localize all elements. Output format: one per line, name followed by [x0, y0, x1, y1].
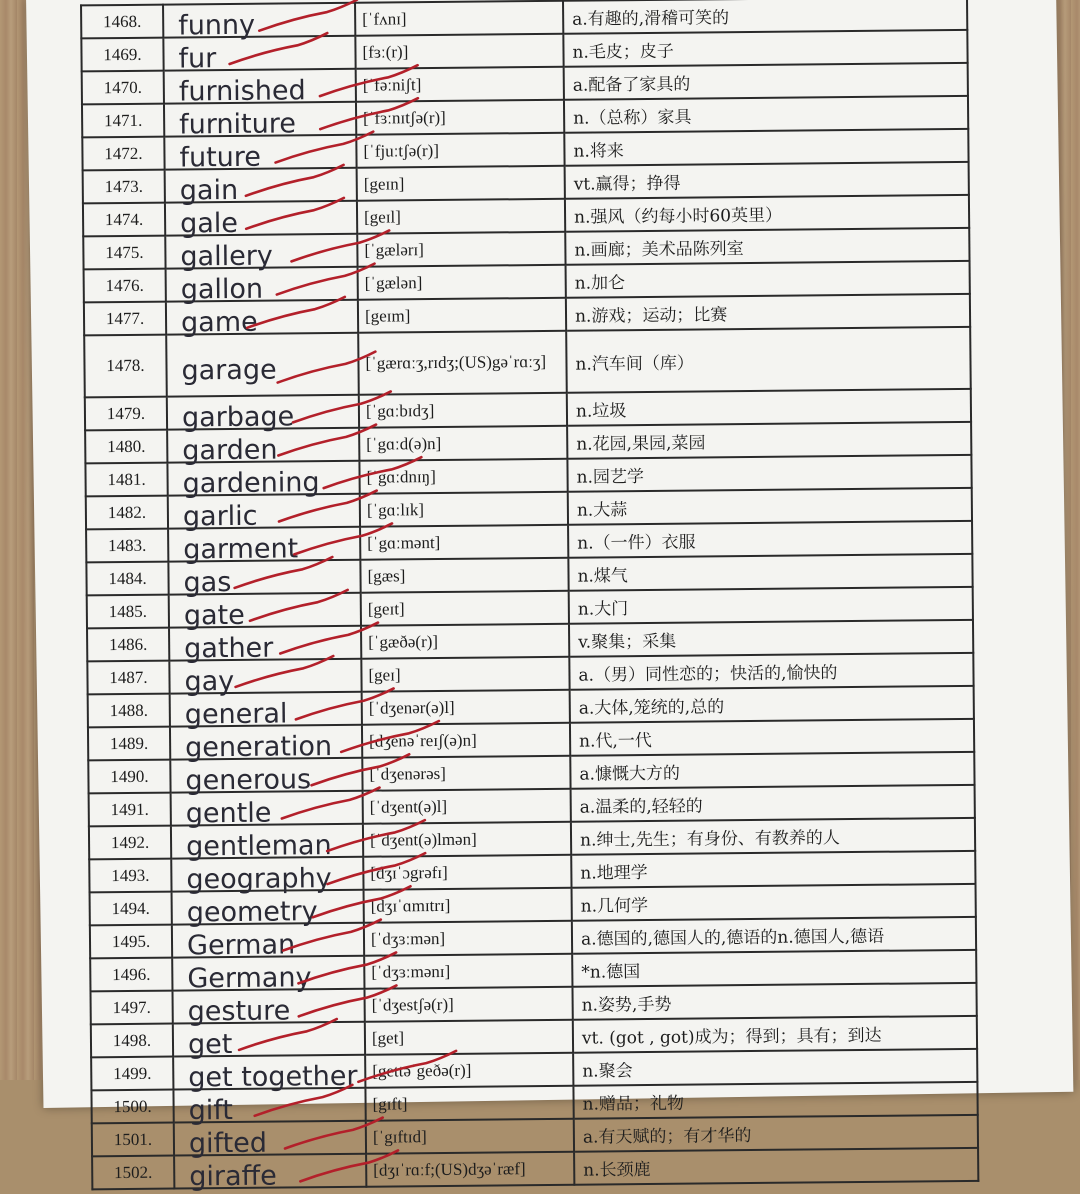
entry-number: 1490. [88, 760, 170, 794]
handwritten-word: general [184, 698, 288, 731]
phonetic-transcription: [ˈgɪftɪd] [366, 1119, 574, 1154]
phonetic-transcription: [ˈfjuːtʃə(r)] [356, 133, 564, 168]
chinese-definition: n.游戏；运动；比赛 [566, 294, 970, 331]
handwritten-word-cell [165, 168, 357, 207]
chinese-definition: n.垃圾 [567, 389, 971, 426]
phonetic-transcription: [get] [365, 1020, 573, 1055]
handwritten-word-cell [165, 234, 357, 273]
entry-number: 1495. [90, 925, 172, 959]
phonetic-transcription: [dʒɪˈɑmɪtrɪ] [364, 888, 572, 923]
phonetic-transcription: [dʒɪˈrɑːf;(US)dʒəˈræf] [366, 1152, 574, 1187]
phonetic-transcription: [ˈgɑːlɪk] [360, 492, 568, 527]
chinese-definition: n.代,一代 [570, 719, 974, 756]
handwritten-word-cell [168, 527, 360, 566]
phonetic-transcription: [ˈdʒɜːmənɪ] [364, 954, 572, 989]
phonetic-transcription: [ˈdʒɜːmən] [364, 921, 572, 956]
handwritten-word: geometry [186, 896, 318, 929]
handwritten-word: furniture [179, 108, 297, 141]
chinese-definition: n.大蒜 [568, 488, 972, 525]
handwritten-word-cell [170, 692, 362, 731]
handwritten-word-cell [173, 1055, 365, 1094]
handwritten-word-cell [172, 923, 364, 962]
handwritten-word: gallery [180, 240, 273, 273]
entry-number: 1473. [83, 170, 165, 204]
handwritten-word-cell [173, 1088, 365, 1127]
handwritten-word: gentle [185, 797, 272, 830]
handwritten-word-cell [174, 1121, 366, 1160]
handwritten-word: garbage [181, 401, 295, 434]
handwritten-word: funny [178, 9, 256, 42]
entry-number: 1498. [91, 1024, 173, 1058]
phonetic-transcription: [fɜː(r)] [355, 34, 563, 69]
chinese-definition: n.园艺学 [567, 455, 971, 492]
chinese-definition: n.强风（约每小时60英里） [565, 195, 969, 232]
phonetic-transcription: [ˈdʒenərəs] [362, 756, 570, 791]
handwritten-word: generation [185, 731, 333, 764]
entry-number: 1497. [90, 991, 172, 1025]
handwritten-word: gather [184, 632, 274, 665]
chinese-definition: vt. (got , got)成为；得到；具有；到达 [573, 1016, 977, 1053]
phonetic-transcription-text: [ˈgærɑːʒ,rɪdʒ;(US)gəˈrɑːʒ] [365, 351, 547, 373]
chinese-definition: n.长颈鹿 [574, 1148, 978, 1185]
phonetic-transcription: [ˈgɑːdnɪŋ] [359, 459, 567, 494]
chinese-definition: n.花园,果园,菜园 [567, 422, 971, 459]
entry-number: 1488. [88, 694, 170, 728]
phonetic-transcription: [ˈfəːniʃt] [356, 67, 564, 102]
entry-number: 1476. [84, 269, 166, 303]
chinese-definition: a.配备了家具的 [564, 63, 968, 100]
entry-number: 1482. [86, 496, 168, 530]
handwritten-word: future [179, 141, 262, 174]
entry-number: 1491. [89, 793, 171, 827]
entry-number: 1468. [81, 5, 163, 39]
handwritten-word-cell [166, 300, 358, 339]
handwritten-word-cell [167, 461, 359, 500]
phonetic-transcription: [gæs] [360, 558, 568, 593]
entry-number: 1486. [87, 628, 169, 662]
entry-number: 1471. [82, 104, 164, 138]
handwritten-word: gentleman [185, 830, 332, 863]
entry-number: 1478. [84, 335, 167, 398]
chinese-definition: a.有趣的,滑稽可笑的 [563, 0, 967, 34]
phonetic-transcription: [ˈdʒent(ə)lmən] [363, 822, 571, 857]
chinese-definition: *n.德国 [572, 950, 976, 987]
entry-number: 1499. [91, 1057, 173, 1091]
phonetic-transcription: [gɪft] [365, 1086, 573, 1121]
chinese-definition: vt.赢得；挣得 [565, 162, 969, 199]
handwritten-word: gesture [187, 995, 291, 1028]
chinese-definition: a.慷慨大方的 [570, 752, 974, 789]
chinese-definition: a.（男）同性恋的；快活的,愉快的 [569, 653, 973, 690]
entry-number: 1487. [87, 661, 169, 695]
phonetic-transcription: [ˈgælən] [358, 265, 566, 300]
handwritten-word-cell [163, 3, 355, 42]
handwritten-word-cell [166, 333, 359, 397]
entry-number: 1493. [89, 859, 171, 893]
handwritten-word-cell [171, 857, 363, 896]
handwritten-word-cell [170, 725, 362, 764]
entry-number: 1501. [92, 1123, 174, 1157]
entry-number: 1483. [86, 529, 168, 563]
chinese-definition: n.地理学 [571, 851, 975, 888]
phonetic-transcription: [ˈgɑːmənt] [360, 525, 568, 560]
handwritten-word-cell [164, 102, 356, 141]
phonetic-transcription: [geɪm] [358, 298, 566, 333]
handwritten-word-cell [166, 267, 358, 306]
handwritten-word-cell [172, 989, 364, 1028]
entry-number: 1496. [90, 958, 172, 992]
entry-number: 1489. [88, 727, 170, 761]
handwritten-word: gifted [188, 1127, 268, 1160]
entry-number: 1469. [81, 38, 163, 72]
entry-number: 1500. [91, 1090, 173, 1124]
handwritten-word: garlic [182, 500, 258, 533]
handwritten-word: giraffe [189, 1160, 277, 1193]
entry-number: 1474. [83, 203, 165, 237]
phonetic-transcription: [ˈdʒent(ə)l] [363, 789, 571, 824]
handwritten-word: gas [183, 566, 232, 599]
phonetic-transcription: [dʒenəˈreɪʃ(ə)n] [362, 723, 570, 758]
handwritten-word-cell [169, 659, 361, 698]
phonetic-transcription: [geɪl] [357, 199, 565, 234]
entry-number: 1472. [82, 137, 164, 171]
phonetic-transcription: [ˈgælərɪ] [357, 232, 565, 267]
handwritten-word: get [187, 1029, 233, 1061]
vocabulary-table [80, 0, 979, 1193]
chinese-definition: n.大门 [569, 587, 973, 624]
handwritten-word-cell [167, 428, 359, 467]
handwritten-word-cell [163, 36, 355, 75]
chinese-definition: n.几何学 [572, 884, 976, 921]
phonetic-transcription: [ˈgɑːbɪdʒ] [359, 393, 567, 428]
handwritten-word-cell [167, 395, 359, 434]
chinese-definition: n.加仑 [566, 261, 970, 298]
phonetic-transcription: [ˈgɑːd(ə)n] [359, 426, 567, 461]
phonetic-transcription: [ˈdʒenər(ə)l] [362, 690, 570, 725]
entry-number: 1484. [86, 562, 168, 596]
entry-number: 1477. [84, 302, 166, 336]
chinese-definition: a.有天赋的；有才华的 [574, 1115, 978, 1152]
table-row [84, 327, 971, 398]
handwritten-word-cell [164, 135, 356, 174]
handwritten-word: game [180, 306, 258, 339]
handwritten-word: garden [182, 434, 278, 467]
handwritten-word-cell [173, 1022, 365, 1061]
chinese-definition: n.汽车间（库） [566, 327, 971, 393]
handwritten-word: Germany [187, 962, 312, 995]
phonetic-transcription [358, 331, 567, 395]
entry-number: 1494. [90, 892, 172, 926]
entry-number: 1492. [89, 826, 171, 860]
phonetic-transcription: [gettəˈgeðə(r)] [365, 1053, 573, 1088]
chinese-definition: a.大体,笼统的,总的 [570, 686, 974, 723]
handwritten-word: garment [183, 533, 299, 566]
chinese-definition: a.温柔的,轻轻的 [571, 785, 975, 822]
chinese-definition: a.德国的,德国人的,德语的n.德国人,德语 [572, 917, 976, 954]
handwritten-word: German [186, 929, 296, 962]
entry-number: 1485. [87, 595, 169, 629]
phonetic-transcription: [ˈgæðə(r)] [361, 624, 569, 659]
handwritten-word: garage [181, 354, 277, 386]
handwritten-word: generous [185, 764, 312, 797]
handwritten-word-cell [168, 560, 360, 599]
handwritten-word: get together [188, 1060, 358, 1094]
handwritten-word-cell [171, 791, 363, 830]
chinese-definition: n.煤气 [568, 554, 972, 591]
handwritten-word: gallon [180, 273, 264, 306]
chinese-definition: n.绅士,先生；有身份、有教养的人 [571, 818, 975, 855]
entry-number: 1475. [83, 236, 165, 270]
handwritten-word: fur [178, 43, 217, 75]
chinese-definition: v.聚集；采集 [569, 620, 973, 657]
handwritten-word: geography [186, 863, 332, 896]
handwritten-word: gate [183, 599, 245, 632]
phonetic-transcription: [geɪ] [361, 657, 569, 692]
handwritten-word: furnished [178, 75, 306, 108]
handwritten-word: gift [188, 1094, 234, 1127]
phonetic-transcription: [geɪn] [357, 166, 565, 201]
entry-number: 1481. [85, 463, 167, 497]
chinese-definition: n.（总称）家具 [564, 96, 968, 133]
handwritten-word: gale [179, 207, 239, 240]
handwritten-word-cell [169, 626, 361, 665]
handwritten-word-cell [165, 201, 357, 240]
handwritten-word-cell [171, 824, 363, 863]
chinese-definition: n.聚会 [573, 1049, 977, 1086]
handwritten-word: gay [184, 665, 235, 698]
chinese-definition: n.毛皮；皮子 [563, 30, 967, 67]
chinese-definition: n.画廊；美术品陈列室 [565, 228, 969, 265]
phonetic-transcription: [ˈfɜːnɪtʃə(r)] [356, 100, 564, 135]
entry-number: 1480. [85, 430, 167, 464]
chinese-definition: n.姿势,手势 [572, 983, 976, 1020]
phonetic-transcription: [dʒɪˈɔgrəfɪ] [363, 855, 571, 890]
phonetic-transcription: [ˈfʌnɪ] [355, 1, 563, 36]
phonetic-transcription: [ˈdʒestʃə(r)] [364, 987, 572, 1022]
handwritten-word-cell [172, 890, 364, 929]
handwritten-word-cell [172, 956, 364, 995]
chinese-definition: n.（一件）衣服 [568, 521, 972, 558]
handwritten-word-cell [170, 758, 362, 797]
chinese-definition: n.将来 [564, 129, 968, 166]
vocabulary-rows [81, 0, 978, 1193]
handwritten-word-cell [168, 494, 360, 533]
entry-number: 1502. [92, 1156, 174, 1190]
entry-number: 1470. [82, 71, 164, 105]
handwritten-word-cell [174, 1154, 366, 1193]
handwritten-word-cell [169, 593, 361, 632]
phonetic-transcription: [geɪt] [361, 591, 569, 626]
chinese-definition: n.赠品；礼物 [573, 1082, 977, 1119]
handwritten-word-cell [164, 69, 356, 108]
handwritten-word: gain [179, 174, 239, 207]
handwritten-word: gardening [182, 467, 320, 500]
entry-number: 1479. [85, 397, 167, 431]
